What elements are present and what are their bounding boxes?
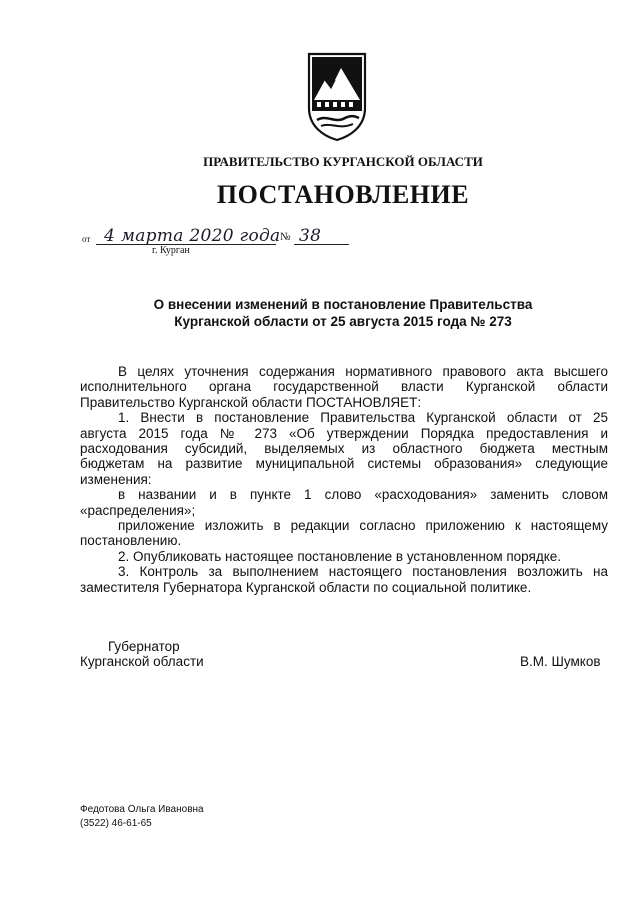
body-line: расходования субсидий, выделяемых из областного бюджета местным — [80, 441, 608, 457]
body-line: 1. Внести в постановление Правительства Курганской области от 25 — [118, 410, 608, 426]
document-title: ПОСТАНОВЛЕНИЕ — [216, 180, 470, 209]
kurgan-coat-of-arms-icon — [305, 50, 369, 142]
executor-info — [80, 803, 204, 831]
body-line: Правительство Курганской области ПОСТАНОВЛЯЕТ: — [80, 394, 422, 410]
city-label: г. Курган — [152, 245, 190, 256]
body-line: в названии и в пункте 1 слово «расходования» заменить словом — [118, 487, 608, 503]
date-number-line — [82, 225, 352, 265]
executor-name: Федотова Ольга Ивановна — [80, 804, 204, 815]
body-line: заместителя Губернатора Курганской области по социальной политике. — [80, 579, 532, 595]
body-line: В целях уточнения содержания нормативного правового акта высшего — [118, 364, 608, 379]
executor-phone: (3522) 46-61-65 — [80, 818, 152, 829]
subject-line: О внесении изменений в постановление Правительства — [153, 297, 533, 312]
body-line: бюджетам на развитие муниципальной системы образования» следующие — [80, 456, 608, 472]
handwritten-number: 38 — [299, 226, 322, 246]
handwritten-date: 4 марта 2020 года — [104, 226, 281, 246]
subject-line: Курганской области от 25 августа 2015 года № 273 — [174, 314, 512, 329]
body-line: постановлению. — [80, 533, 182, 549]
body-line: августа 2015 года № 273 «Об утверждении Порядка предоставления и — [80, 425, 608, 441]
body-line: 3. Контроль за выполнением настоящего постановления возложить на — [118, 564, 608, 580]
body-line: изменения: — [80, 471, 152, 487]
government-name: ПРАВИТЕЛЬСТВО КУРГАНСКОЙ ОБЛАСТИ — [203, 154, 483, 169]
signatory-name: В.М. Шумков — [520, 654, 601, 669]
date-prefix: от — [82, 234, 91, 244]
signatory-position-line1: Губернатор — [108, 639, 180, 654]
signatory-position-line2: Курганской области — [80, 654, 204, 669]
body-line: 2. Опубликовать настоящее постановление в установленном порядке. — [118, 548, 562, 564]
body-line: приложение изложить в редакции согласно приложению к настоящему — [118, 518, 608, 534]
decree-subject — [100, 296, 586, 330]
body-line: «распределения»; — [80, 502, 196, 518]
decree-body — [80, 364, 608, 595]
body-line: исполнительного органа государственной власти Курганской области — [80, 379, 608, 395]
number-sign: № — [280, 231, 291, 243]
